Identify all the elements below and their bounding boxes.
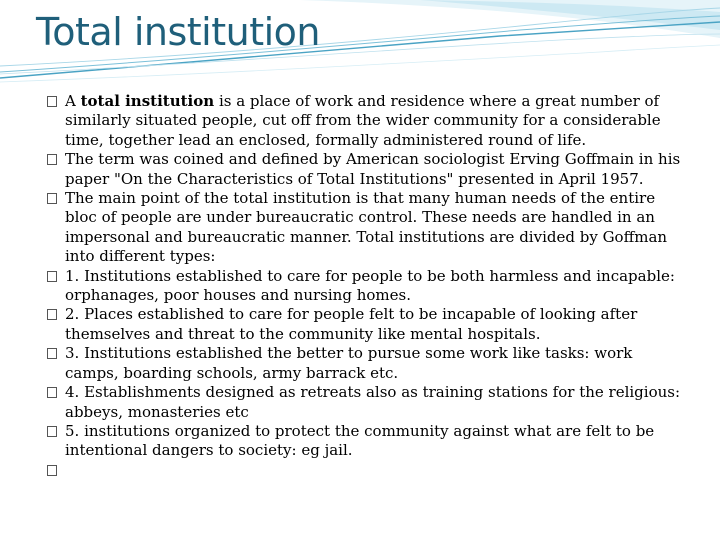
bullet-term-origin <box>47 150 687 189</box>
bullet-text: 2. Places established to care for people felt to be incapable of looking after themselves and threat to the community like mental hospitals. <box>65 305 638 343</box>
bullet-empty <box>47 461 687 480</box>
empty-box-bullet-icon <box>47 154 57 165</box>
bullet-text: 1. Institutions established to care for people to be both harmless and incapable: orphanages, poor houses and nursing homes. <box>65 266 675 305</box>
empty-box-bullet-icon <box>47 387 57 398</box>
bullet-text: 4. Establishments designed as retreats also as training stations for the religious: abbeys, monasteries etc <box>65 383 681 421</box>
bullet-text: 5. institutions organized to protect the community against what are felt to be intentional dangers to society: eg jail. <box>65 421 655 460</box>
bullet-type-3 <box>47 344 687 383</box>
bullet-text-post: is a place of work and residence where a great number of similarly situated people, cut off from the wider community for a considerable time, together lead an enclosed, formally administered round of life. <box>65 92 661 149</box>
bullet-text: 3. Institutions established the better to pursue some work like tasks: work camps, boarding schools, army barrack etc. <box>65 344 633 382</box>
bullet-type-2 <box>47 305 687 344</box>
empty-box-bullet-icon <box>47 348 57 359</box>
bullet-main-point <box>47 189 687 267</box>
bullet-text: The main point of the total institution is that many human needs of the entire bloc of people are under bureaucratic control. These needs are handled in an impersonal and bureaucratic manner. Total institutions are divided by Goffman into different types: <box>65 189 668 266</box>
bullet-definition <box>47 92 687 150</box>
empty-box-bullet-icon <box>47 309 57 320</box>
empty-box-bullet-icon <box>47 426 57 437</box>
bullet-text-bold: total institution <box>80 92 215 110</box>
empty-box-bullet-icon <box>47 193 57 204</box>
empty-box-bullet-icon <box>47 271 57 282</box>
empty-box-bullet-icon <box>47 465 57 476</box>
bullet-text: The term was coined and defined by American sociologist Erving Goffmain in his paper "On the Characteristics of Total Institutions" presented in April 1957. <box>65 150 681 188</box>
slide-title: Total institution <box>36 10 320 54</box>
empty-box-bullet-icon <box>47 96 57 107</box>
bullet-type-5 <box>47 422 687 461</box>
bullet-list <box>47 92 687 480</box>
bullet-text-pre: A <box>65 92 81 110</box>
bullet-type-4 <box>47 383 687 422</box>
bullet-type-1 <box>47 267 687 306</box>
